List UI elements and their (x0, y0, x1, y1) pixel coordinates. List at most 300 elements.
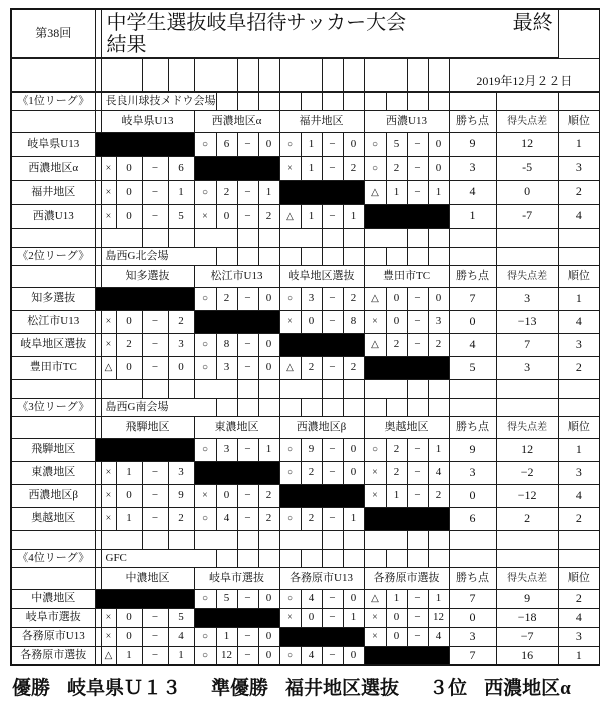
edition-label: 第38回 (11, 9, 95, 58)
grid-cell (449, 228, 496, 247)
grid-cell (322, 92, 343, 110)
score-dash-cell: − (237, 438, 258, 461)
opponent-column-header: 福井地区 (279, 110, 364, 132)
result-symbol-cell: ○ (279, 132, 301, 156)
score-dash-cell: − (142, 608, 168, 627)
score-dash-cell: − (322, 287, 343, 310)
grid-cell (386, 92, 407, 110)
points-header: 勝ち点 (449, 416, 496, 438)
opponent-column-header: 西濃地区α (194, 110, 279, 132)
grid-cell (279, 549, 301, 567)
self-match-cell (194, 608, 279, 627)
grid-cell (301, 398, 322, 416)
empty-cell (11, 530, 95, 549)
rank-cell: 4 (558, 608, 600, 627)
grid-cell (558, 398, 600, 416)
score-home-cell: 0 (386, 608, 407, 627)
points-cell: 0 (449, 608, 496, 627)
grid-cell (407, 530, 428, 549)
grid-cell (364, 247, 386, 265)
grid-cell (558, 530, 600, 549)
result-symbol-cell: × (101, 484, 116, 507)
title-text: 中学生選抜岐阜招待サッカー大会 (106, 12, 407, 34)
score-dash-cell: − (237, 333, 258, 356)
grid-cell (237, 228, 258, 247)
score-dash-cell: − (142, 627, 168, 646)
points-cell: 3 (449, 627, 496, 646)
league-label: 《2位リーグ》 (11, 247, 95, 265)
grid-cell (258, 530, 279, 549)
score-home-cell: 4 (301, 589, 322, 608)
score-dash-cell: − (142, 310, 168, 333)
score-home-cell: 2 (386, 461, 407, 484)
venue-label: 島西G南会場 (101, 398, 216, 416)
venue-label: 島西G北会場 (101, 247, 216, 265)
score-home-cell: 0 (116, 156, 142, 180)
grid-cell (194, 228, 237, 247)
score-home-cell: 4 (216, 507, 237, 530)
goal-diff-header: 得失点差 (496, 265, 558, 287)
score-away-cell: 4 (168, 627, 194, 646)
grid-cell (364, 398, 386, 416)
score-dash-cell: − (322, 156, 343, 180)
score-away-cell: 2 (168, 507, 194, 530)
opponent-column-header: 岐阜県U13 (101, 110, 194, 132)
goal-diff-header: 得失点差 (496, 110, 558, 132)
grid-cell (496, 247, 558, 265)
score-away-cell: 5 (168, 608, 194, 627)
league-label: 《4位リーグ》 (11, 549, 95, 567)
grid-cell (322, 398, 343, 416)
score-dash-cell: − (322, 646, 343, 665)
rank-cell: 3 (558, 627, 600, 646)
score-home-cell: 0 (301, 310, 322, 333)
grid-cell (279, 530, 322, 549)
rank-cell: 3 (558, 461, 600, 484)
grid-cell (194, 58, 237, 92)
grid-cell (322, 58, 343, 92)
points-cell: 3 (449, 156, 496, 180)
score-dash-cell: − (407, 156, 428, 180)
self-match-cell (279, 333, 364, 356)
rank-cell: 4 (558, 204, 600, 228)
document-title (101, 9, 558, 58)
result-symbol-cell: × (194, 484, 216, 507)
team-name-cell: 奥越地区 (11, 507, 95, 530)
score-dash-cell: − (407, 608, 428, 627)
grid-cell (322, 379, 343, 398)
opponent-column-header: 豊田市TC (364, 265, 449, 287)
result-symbol-cell: × (364, 627, 386, 646)
result-symbol-cell: × (101, 627, 116, 646)
goal-diff-cell: −18 (496, 608, 558, 627)
grid-cell (279, 58, 322, 92)
rank-cell: 1 (558, 438, 600, 461)
score-away-cell: 1 (428, 180, 449, 204)
score-away-cell: 1 (343, 608, 364, 627)
grid-cell (279, 398, 301, 416)
score-home-cell: 0 (386, 287, 407, 310)
score-dash-cell: − (322, 461, 343, 484)
points-cell: 9 (449, 132, 496, 156)
team-name-cell: 西濃地区β (11, 484, 95, 507)
grid-cell (558, 549, 600, 567)
empty-cell (11, 228, 95, 247)
score-away-cell: 3 (428, 310, 449, 333)
grid-cell (142, 379, 168, 398)
score-dash-cell: − (237, 356, 258, 379)
score-home-cell: 2 (386, 438, 407, 461)
score-away-cell: 3 (168, 461, 194, 484)
grid-cell (343, 228, 364, 247)
result-symbol-cell: × (101, 333, 116, 356)
result-symbol-cell: ○ (364, 438, 386, 461)
grid-cell (237, 398, 258, 416)
score-home-cell: 0 (116, 180, 142, 204)
team-name-cell: 飛騨地区 (11, 438, 95, 461)
score-dash-cell: − (237, 180, 258, 204)
score-away-cell: 6 (168, 156, 194, 180)
score-dash-cell: − (237, 507, 258, 530)
score-home-cell: 1 (116, 646, 142, 665)
score-away-cell: 2 (343, 356, 364, 379)
score-home-cell: 9 (301, 438, 322, 461)
title-line2: 結果 (106, 34, 147, 56)
result-symbol-cell: ○ (194, 333, 216, 356)
grid-cell (301, 92, 322, 110)
rank-header: 順位 (558, 110, 600, 132)
score-home-cell: 5 (386, 132, 407, 156)
grid-cell (322, 530, 343, 549)
goal-diff-cell: 3 (496, 287, 558, 310)
grid-cell (558, 247, 600, 265)
score-dash-cell: − (142, 507, 168, 530)
result-symbol-cell: ○ (279, 461, 301, 484)
grid-cell (101, 58, 142, 92)
rank-cell: 1 (558, 646, 600, 665)
grid-cell (279, 92, 301, 110)
score-home-cell: 0 (116, 484, 142, 507)
team-name-cell: 各務原市選抜 (11, 646, 95, 665)
score-dash-cell: − (142, 333, 168, 356)
champion-team: 岐阜県Ｕ１３ (67, 678, 182, 699)
grid-cell (343, 530, 364, 549)
grid-cell (343, 379, 364, 398)
score-dash-cell: − (407, 438, 428, 461)
self-match-cell (95, 589, 194, 608)
self-match-cell (364, 204, 449, 228)
grid-cell (496, 530, 558, 549)
result-symbol-cell: △ (364, 287, 386, 310)
grid-cell (428, 247, 449, 265)
score-home-cell: 1 (301, 132, 322, 156)
grid-cell (322, 247, 343, 265)
score-away-cell: 5 (168, 204, 194, 228)
score-away-cell: 2 (258, 484, 279, 507)
score-dash-cell: − (322, 356, 343, 379)
score-home-cell: 0 (216, 484, 237, 507)
self-match-cell (364, 356, 449, 379)
score-away-cell: 8 (343, 310, 364, 333)
goal-diff-cell: 9 (496, 589, 558, 608)
result-symbol-cell: ○ (364, 156, 386, 180)
score-away-cell: 0 (343, 132, 364, 156)
score-home-cell: 2 (301, 461, 322, 484)
grid-cell (258, 379, 279, 398)
grid-cell (237, 58, 258, 92)
league-label: 《3位リーグ》 (11, 398, 95, 416)
score-dash-cell: − (322, 507, 343, 530)
goal-diff-cell: -5 (496, 156, 558, 180)
team-name-cell: 各務原市U13 (11, 627, 95, 646)
score-dash-cell: − (142, 484, 168, 507)
score-away-cell: 0 (428, 132, 449, 156)
grid-cell (142, 530, 168, 549)
score-home-cell: 3 (216, 438, 237, 461)
opponent-column-header: 中濃地区 (101, 567, 194, 589)
result-symbol-cell: × (101, 608, 116, 627)
score-away-cell: 0 (168, 356, 194, 379)
self-match-cell (364, 507, 449, 530)
grid-cell (343, 92, 364, 110)
result-symbol-cell: ○ (194, 438, 216, 461)
score-home-cell: 1 (301, 204, 322, 228)
grid-cell (194, 530, 237, 549)
grid-cell (168, 379, 194, 398)
score-away-cell: 0 (258, 132, 279, 156)
goal-diff-header: 得失点差 (496, 567, 558, 589)
rank-header: 順位 (558, 265, 600, 287)
score-dash-cell: − (322, 204, 343, 228)
score-home-cell: 0 (116, 310, 142, 333)
points-cell: 4 (449, 333, 496, 356)
grid-cell (407, 549, 428, 567)
grid-cell (101, 530, 142, 549)
grid-cell (301, 549, 322, 567)
points-cell: 7 (449, 287, 496, 310)
team-name-cell: 東濃地区 (11, 461, 95, 484)
grid-cell (364, 228, 407, 247)
score-dash-cell: − (237, 484, 258, 507)
goal-diff-cell: 0 (496, 180, 558, 204)
score-dash-cell: − (237, 627, 258, 646)
grid-cell (168, 530, 194, 549)
opponent-column-header: 飛騨地区 (101, 416, 194, 438)
opponent-column-header: 岐阜市選抜 (194, 567, 279, 589)
score-home-cell: 1 (116, 461, 142, 484)
points-cell: 1 (449, 204, 496, 228)
rank-cell: 2 (558, 589, 600, 608)
score-dash-cell: − (407, 310, 428, 333)
result-symbol-cell: × (364, 310, 386, 333)
grid-cell (449, 549, 496, 567)
result-symbol-cell: ○ (194, 180, 216, 204)
score-home-cell: 0 (116, 608, 142, 627)
result-symbol-cell: △ (364, 333, 386, 356)
result-symbol-cell: × (279, 156, 301, 180)
grid-cell (558, 92, 600, 110)
score-home-cell: 2 (116, 333, 142, 356)
score-home-cell: 5 (216, 589, 237, 608)
score-home-cell: 1 (301, 156, 322, 180)
third-place-team: 西濃地区α (484, 678, 571, 699)
score-home-cell: 1 (386, 484, 407, 507)
grid-cell (322, 228, 343, 247)
grid-cell (343, 58, 364, 92)
rank-header: 順位 (558, 567, 600, 589)
grid-cell (343, 398, 364, 416)
grid-cell (428, 549, 449, 567)
score-away-cell: 0 (258, 287, 279, 310)
self-match-cell (194, 310, 279, 333)
score-away-cell: 1 (168, 180, 194, 204)
grid-cell (449, 379, 496, 398)
score-away-cell: 0 (258, 646, 279, 665)
result-symbol-cell: ○ (194, 627, 216, 646)
goal-diff-cell: -7 (496, 204, 558, 228)
grid-cell (322, 549, 343, 567)
result-symbol-cell: ○ (279, 589, 301, 608)
result-symbol-cell: △ (364, 180, 386, 204)
result-symbol-cell: △ (279, 356, 301, 379)
grid-cell (407, 58, 428, 92)
score-dash-cell: − (322, 438, 343, 461)
self-match-cell (95, 438, 194, 461)
self-match-cell (194, 461, 279, 484)
grid-cell (237, 549, 258, 567)
team-name-cell: 岐阜市選抜 (11, 608, 95, 627)
score-dash-cell: − (407, 627, 428, 646)
empty-cell (11, 567, 95, 589)
result-symbol-cell: × (101, 156, 116, 180)
opponent-column-header: 東濃地区 (194, 416, 279, 438)
points-cell: 9 (449, 438, 496, 461)
points-header: 勝ち点 (449, 110, 496, 132)
rank-cell: 4 (558, 310, 600, 333)
score-dash-cell: − (407, 589, 428, 608)
grid-cell (279, 228, 322, 247)
score-dash-cell: − (322, 608, 343, 627)
score-dash-cell: − (407, 132, 428, 156)
self-match-cell (95, 132, 194, 156)
third-place-label: ３位 (429, 678, 468, 699)
team-name-cell: 松江市U13 (11, 310, 95, 333)
team-name-cell: 豊田市TC (11, 356, 95, 379)
score-home-cell: 4 (301, 646, 322, 665)
grid-cell (101, 228, 142, 247)
grid-cell (258, 247, 279, 265)
score-dash-cell: − (407, 287, 428, 310)
points-cell: 3 (449, 461, 496, 484)
score-home-cell: 0 (116, 627, 142, 646)
score-dash-cell: − (142, 180, 168, 204)
grid-cell (258, 58, 279, 92)
score-home-cell: 2 (216, 180, 237, 204)
score-home-cell: 3 (301, 287, 322, 310)
score-away-cell: 2 (258, 204, 279, 228)
goal-diff-cell: 2 (496, 507, 558, 530)
score-home-cell: 1 (216, 627, 237, 646)
score-home-cell: 1 (116, 507, 142, 530)
grid-cell (496, 398, 558, 416)
grid-cell (364, 549, 386, 567)
goal-diff-header: 得失点差 (496, 416, 558, 438)
score-home-cell: 2 (216, 287, 237, 310)
score-dash-cell: − (142, 461, 168, 484)
team-name-cell: 岐阜地区選抜 (11, 333, 95, 356)
self-match-cell (279, 484, 364, 507)
final-standings-line (10, 673, 600, 700)
score-away-cell: 0 (343, 461, 364, 484)
grid-cell (301, 247, 322, 265)
grid-cell (428, 398, 449, 416)
grid-cell (168, 58, 194, 92)
score-dash-cell: − (237, 204, 258, 228)
score-away-cell: 0 (258, 333, 279, 356)
opponent-column-header: 知多選抜 (101, 265, 194, 287)
score-away-cell: 1 (428, 589, 449, 608)
result-symbol-cell: △ (101, 356, 116, 379)
grid-cell (449, 247, 496, 265)
goal-diff-cell: −2 (496, 461, 558, 484)
score-away-cell: 1 (258, 438, 279, 461)
result-symbol-cell: ○ (279, 438, 301, 461)
score-dash-cell: − (407, 180, 428, 204)
grid-cell (496, 92, 558, 110)
score-dash-cell: − (142, 204, 168, 228)
rank-cell: 2 (558, 356, 600, 379)
goal-diff-cell: 3 (496, 356, 558, 379)
score-away-cell: 1 (258, 180, 279, 204)
grid-cell (386, 247, 407, 265)
grid-cell (101, 379, 142, 398)
team-name-cell: 福井地区 (11, 180, 95, 204)
points-cell: 7 (449, 589, 496, 608)
team-name-cell: 中濃地区 (11, 589, 95, 608)
result-symbol-cell: △ (364, 589, 386, 608)
result-symbol-cell: ○ (194, 507, 216, 530)
champion-label: 優勝 (12, 678, 51, 699)
grid-cell (258, 228, 279, 247)
score-away-cell: 0 (343, 589, 364, 608)
grid-cell (237, 530, 258, 549)
score-home-cell: 8 (216, 333, 237, 356)
result-symbol-cell: × (194, 204, 216, 228)
result-symbol-cell: △ (279, 204, 301, 228)
score-away-cell: 2 (343, 156, 364, 180)
rank-cell: 2 (558, 507, 600, 530)
score-away-cell: 1 (343, 204, 364, 228)
grid-cell (343, 549, 364, 567)
points-cell: 5 (449, 356, 496, 379)
result-symbol-cell: △ (101, 646, 116, 665)
score-away-cell: 2 (428, 484, 449, 507)
score-home-cell: 0 (386, 310, 407, 333)
grid-cell (386, 549, 407, 567)
score-dash-cell: − (322, 589, 343, 608)
self-match-cell (194, 156, 279, 180)
score-home-cell: 0 (116, 204, 142, 228)
score-dash-cell: − (142, 646, 168, 665)
score-away-cell: 4 (428, 461, 449, 484)
team-name-cell: 西濃U13 (11, 204, 95, 228)
grid-cell (237, 379, 258, 398)
self-match-cell (279, 627, 364, 646)
grid-cell (216, 92, 237, 110)
score-away-cell: 1 (428, 438, 449, 461)
grid-cell (279, 247, 301, 265)
score-home-cell: 0 (116, 356, 142, 379)
